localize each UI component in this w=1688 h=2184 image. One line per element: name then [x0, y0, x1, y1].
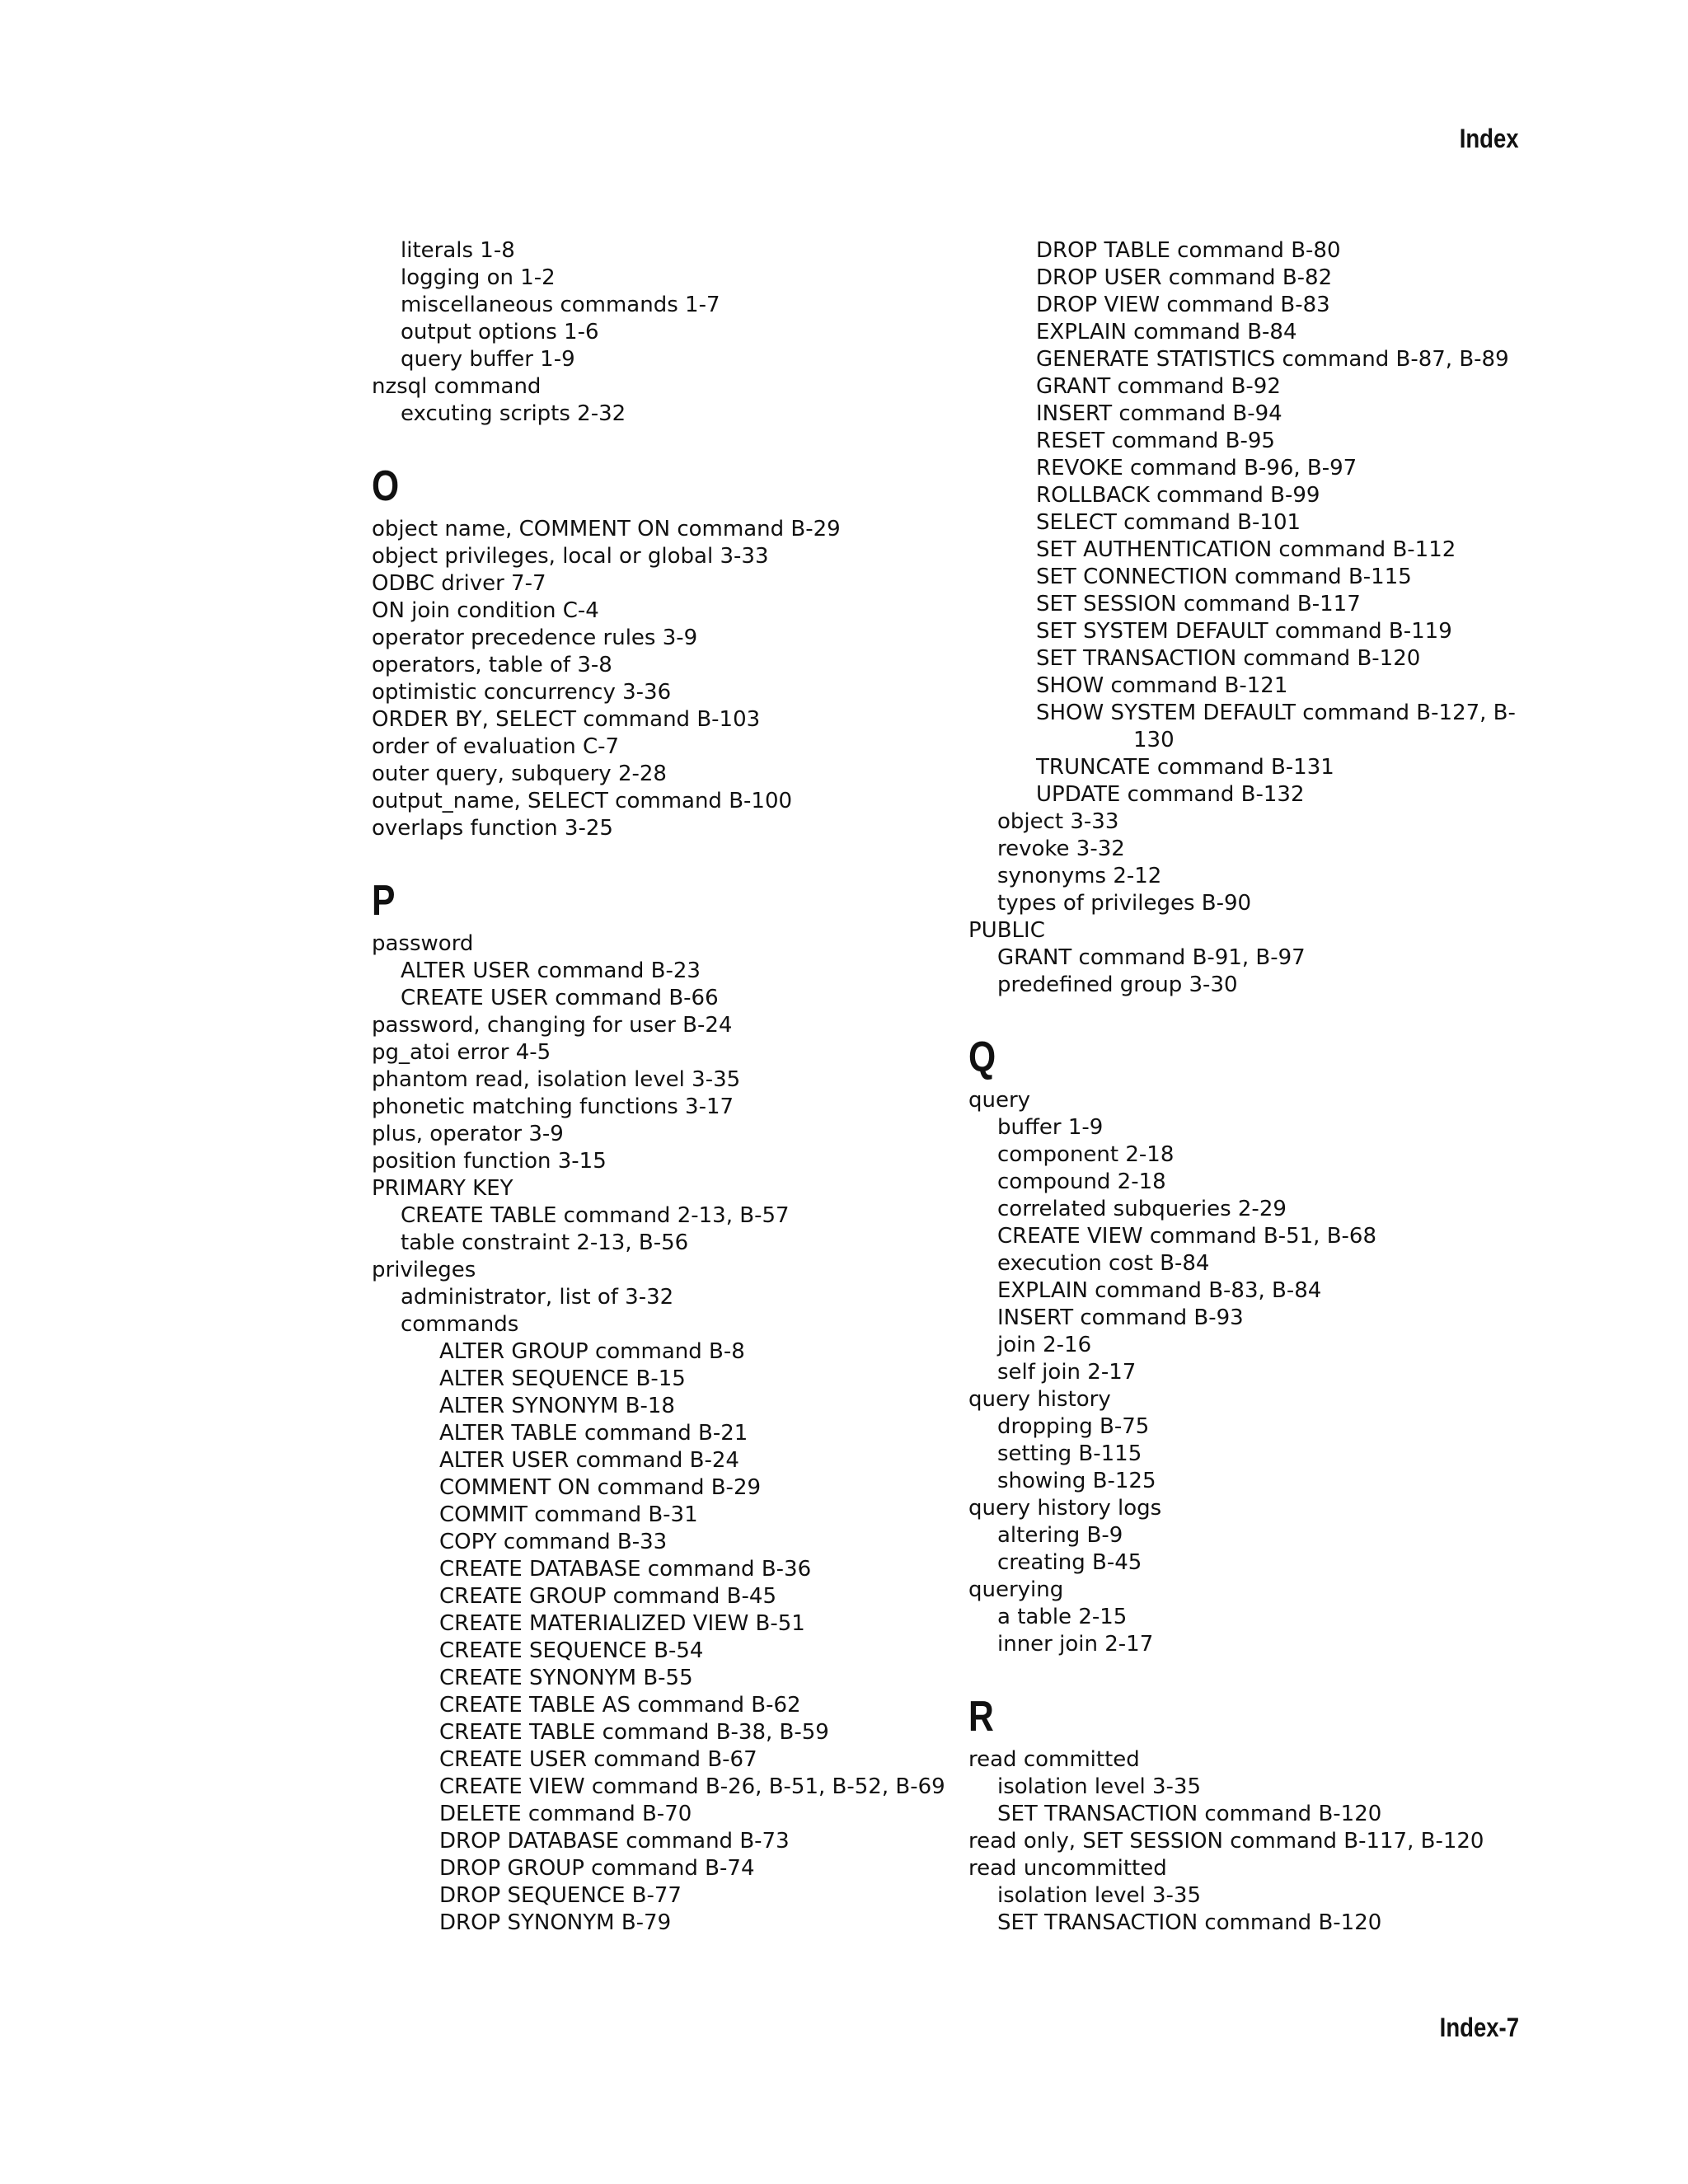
index-subentry: SET TRANSACTION command B-120: [997, 1910, 1382, 1935]
index-subentry: compound 2-18: [997, 1169, 1166, 1194]
index-subentry: CREATE MATERIALIZED VIEW B-51: [439, 1611, 805, 1636]
index-entry: optimistic concurrency 3-36: [372, 680, 672, 705]
index-subentry: creating B-45: [997, 1550, 1142, 1575]
index-subentry: ALTER USER command B-23: [401, 958, 701, 983]
index-entry: object name, COMMENT ON command B-29: [372, 517, 841, 541]
index-entry: read uncommitted: [968, 1856, 1167, 1881]
index-subentry: output options 1-6: [401, 320, 599, 344]
index-entry: operators, table of 3-8: [372, 653, 612, 677]
index-subentry: isolation level 3-35: [997, 1774, 1201, 1799]
index-entry: ODBC driver 7-7: [372, 571, 546, 596]
index-entry: querying: [968, 1577, 1064, 1602]
index-subentry: DROP GROUP command B-74: [439, 1856, 755, 1881]
index-entry: privileges: [372, 1258, 476, 1282]
section-letter-r: R: [968, 1693, 994, 1741]
index-subentry: CREATE USER command B-66: [401, 986, 719, 1010]
index-subentry: CREATE DATABASE command B-36: [439, 1557, 812, 1582]
index-entry: ORDER BY, SELECT command B-103: [372, 707, 761, 732]
index-entry: phantom read, isolation level 3-35: [372, 1067, 741, 1092]
index-subentry: RESET command B-95: [1036, 429, 1275, 453]
index-subentry: logging on 1-2: [401, 265, 556, 290]
index-subentry: table constraint 2-13, B-56: [401, 1230, 689, 1255]
index-subentry: commands: [401, 1312, 519, 1337]
index-subentry: CREATE SYNONYM B-55: [439, 1666, 693, 1690]
index-subentry: ALTER TABLE command B-21: [439, 1421, 748, 1446]
index-subentry: CREATE TABLE AS command B-62: [439, 1693, 801, 1718]
index-subentry: literals 1-8: [401, 238, 515, 263]
page-number: Index-7: [1439, 2013, 1519, 2042]
index-subentry: join 2-16: [997, 1333, 1092, 1357]
index-subentry: object 3-33: [997, 809, 1119, 834]
index-subentry: administrator, list of 3-32: [401, 1285, 674, 1310]
index-subentry: SHOW SYSTEM DEFAULT command B-127, B-: [1036, 701, 1516, 725]
index-subentry: DROP DATABASE command B-73: [439, 1829, 790, 1854]
index-subentry: revoke 3-32: [997, 837, 1125, 861]
index-entry: read committed: [968, 1747, 1140, 1772]
index-subentry: SET TRANSACTION command B-120: [1036, 646, 1421, 671]
index-subentry: GRANT command B-92: [1036, 374, 1281, 399]
index-subentry: INSERT command B-94: [1036, 401, 1282, 426]
index-subentry: SET TRANSACTION command B-120: [997, 1802, 1382, 1826]
index-subentry: SET AUTHENTICATION command B-112: [1036, 537, 1456, 562]
index-subentry: CREATE GROUP command B-45: [439, 1584, 776, 1609]
index-subentry: setting B-115: [997, 1441, 1142, 1466]
index-subentry: ALTER SEQUENCE B-15: [439, 1366, 686, 1391]
index-entry: overlaps function 3-25: [372, 816, 613, 841]
section-letter-o: O: [372, 462, 400, 510]
index-subentry: buffer 1-9: [997, 1115, 1104, 1140]
index-entry: PUBLIC: [968, 918, 1045, 943]
index-subentry: predefined group 3-30: [997, 972, 1238, 997]
index-subentry: dropping B-75: [997, 1414, 1150, 1439]
index-subentry: miscellaneous commands 1-7: [401, 293, 720, 317]
index-subentry: INSERT command B-93: [997, 1305, 1244, 1330]
index-subentry: GRANT command B-91, B-97: [997, 945, 1306, 970]
running-head-title: Index: [1460, 124, 1519, 153]
index-subentry: ROLLBACK command B-99: [1036, 483, 1320, 508]
index-subentry: EXPLAIN command B-83, B-84: [997, 1278, 1322, 1303]
index-subentry: execution cost B-84: [997, 1251, 1210, 1276]
index-subentry: excuting scripts 2-32: [401, 401, 626, 426]
index-subentry: COMMENT ON command B-29: [439, 1475, 762, 1500]
index-subentry: COMMIT command B-31: [439, 1502, 698, 1527]
index-entry: password: [372, 931, 474, 956]
index-entry: output_name, SELECT command B-100: [372, 789, 793, 813]
index-entry: outer query, subquery 2-28: [372, 762, 667, 786]
index-subentry: EXPLAIN command B-84: [1036, 320, 1297, 344]
index-entry: operator precedence rules 3-9: [372, 626, 698, 650]
index-subentry: GENERATE STATISTICS command B-87, B-89: [1036, 347, 1509, 372]
section-letter-q: Q: [968, 1033, 996, 1081]
index-entry: nzsql command: [372, 374, 542, 399]
index-subentry: DROP SEQUENCE B-77: [439, 1883, 682, 1908]
index-subentry: SET SESSION command B-117: [1036, 592, 1361, 616]
index-entry: pg_atoi error 4-5: [372, 1040, 551, 1065]
index-column-right: [968, 237, 1562, 1937]
index-subentry: altering B-9: [997, 1523, 1123, 1548]
index-entry: position function 3-15: [372, 1149, 607, 1174]
index-entry: password, changing for user B-24: [372, 1013, 733, 1038]
index-subentry: SELECT command B-101: [1036, 510, 1301, 535]
index-subentry: DROP USER command B-82: [1036, 265, 1333, 290]
index-subentry: correlated subqueries 2-29: [997, 1197, 1287, 1221]
index-entry: query history: [968, 1387, 1111, 1412]
index-entry: order of evaluation C-7: [372, 734, 620, 759]
index-subentry: CREATE USER command B-67: [439, 1747, 757, 1772]
index-subentry: DELETE command B-70: [439, 1802, 692, 1826]
index-subentry: REVOKE command B-96, B-97: [1036, 456, 1357, 480]
index-subentry: types of privileges B-90: [997, 891, 1252, 916]
index-subentry: COPY command B-33: [439, 1530, 668, 1554]
index-subentry: showing B-125: [997, 1469, 1156, 1493]
index-subentry: isolation level 3-35: [997, 1883, 1201, 1908]
index-entry-continuation: 130: [1133, 728, 1175, 752]
index-entry: object privileges, local or global 3-33: [372, 544, 769, 569]
section-letter-p: P: [372, 877, 396, 925]
index-subentry: DROP TABLE command B-80: [1036, 238, 1341, 263]
index-subentry: CREATE VIEW command B-51, B-68: [997, 1224, 1377, 1249]
index-subentry: TRUNCATE command B-131: [1036, 755, 1334, 780]
index-subentry: SET SYSTEM DEFAULT command B-119: [1036, 619, 1452, 644]
index-subentry: query buffer 1-9: [401, 347, 575, 372]
index-subentry: a table 2-15: [997, 1605, 1128, 1629]
index-subentry: inner join 2-17: [997, 1632, 1154, 1657]
index-subentry: CREATE VIEW command B-26, B-51, B-52, B-69: [439, 1774, 945, 1799]
index-entry: query history logs: [968, 1496, 1162, 1521]
index-subentry: UPDATE command B-132: [1036, 782, 1305, 807]
index-subentry: synonyms 2-12: [997, 864, 1162, 888]
index-entry: ON join condition C-4: [372, 598, 599, 623]
index-entry: query: [968, 1088, 1031, 1113]
index-subentry: CREATE SEQUENCE B-54: [439, 1638, 704, 1663]
index-entry: phonetic matching functions 3-17: [372, 1094, 734, 1119]
index-entry: plus, operator 3-9: [372, 1122, 564, 1146]
index-subentry: SHOW command B-121: [1036, 673, 1288, 698]
index-subentry: CREATE TABLE command B-38, B-59: [439, 1720, 829, 1745]
index-subentry: ALTER SYNONYM B-18: [439, 1394, 675, 1418]
index-subentry: self join 2-17: [997, 1360, 1137, 1385]
index-subentry: ALTER GROUP command B-8: [439, 1339, 745, 1364]
index-subentry: DROP SYNONYM B-79: [439, 1910, 672, 1935]
index-subentry: SET CONNECTION command B-115: [1036, 565, 1412, 589]
index-entry: PRIMARY KEY: [372, 1176, 513, 1201]
index-column-left: [372, 237, 965, 1937]
index-subentry: component 2-18: [997, 1142, 1175, 1167]
index-subentry: DROP VIEW command B-83: [1036, 293, 1330, 317]
index-subentry: CREATE TABLE command 2-13, B-57: [401, 1203, 790, 1228]
index-subentry: ALTER USER command B-24: [439, 1448, 739, 1473]
index-entry: read only, SET SESSION command B-117, B-120: [968, 1829, 1484, 1854]
